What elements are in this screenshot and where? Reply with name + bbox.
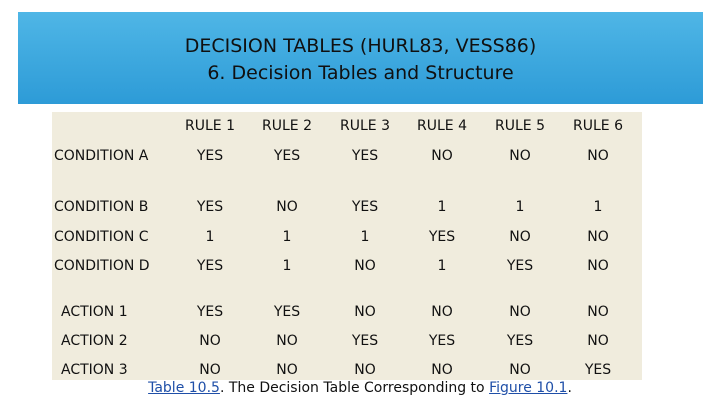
action-cell: YES bbox=[584, 362, 612, 378]
condition-label: CONDITION C bbox=[54, 229, 149, 245]
action-cell: NO bbox=[199, 333, 221, 349]
action-label: ACTION 1 bbox=[61, 304, 128, 320]
condition-cell: YES bbox=[506, 258, 534, 274]
slide-subtitle: 6. Decision Tables and Structure bbox=[207, 62, 514, 84]
action-label: ACTION 3 bbox=[61, 362, 128, 378]
table-link[interactable]: Table 10.5 bbox=[148, 380, 220, 396]
condition-cell: YES bbox=[428, 229, 456, 245]
action-cell: NO bbox=[509, 362, 531, 378]
rule-header: RULE 6 bbox=[573, 118, 623, 134]
condition-cell: 1 bbox=[437, 199, 447, 215]
rule-header: RULE 4 bbox=[417, 118, 467, 134]
condition-cell: NO bbox=[587, 258, 609, 274]
table-caption bbox=[0, 380, 720, 396]
condition-cell: 1 bbox=[282, 258, 292, 274]
condition-label: CONDITION B bbox=[54, 199, 149, 215]
action-label: ACTION 2 bbox=[61, 333, 128, 349]
condition-cell: YES bbox=[196, 258, 224, 274]
slide-title: DECISION TABLES (HURL83, VESS86) bbox=[184, 35, 537, 57]
action-cell: NO bbox=[276, 333, 298, 349]
condition-cell: NO bbox=[276, 199, 298, 215]
rule-header: RULE 3 bbox=[340, 118, 390, 134]
condition-cell: NO bbox=[431, 148, 453, 164]
caption-text: . The Decision Table Corresponding to bbox=[219, 380, 490, 396]
action-cell: YES bbox=[273, 304, 301, 320]
action-cell: NO bbox=[199, 362, 221, 378]
condition-cell: 1 bbox=[360, 229, 370, 245]
condition-cell: 1 bbox=[515, 199, 525, 215]
condition-cell: YES bbox=[196, 148, 224, 164]
action-cell: NO bbox=[354, 304, 376, 320]
action-cell: NO bbox=[431, 362, 453, 378]
action-cell: NO bbox=[276, 362, 298, 378]
figure-link[interactable]: Figure 10.1 bbox=[489, 380, 568, 396]
action-cell: NO bbox=[431, 304, 453, 320]
condition-cell: NO bbox=[354, 258, 376, 274]
action-cell: NO bbox=[354, 362, 376, 378]
action-cell: NO bbox=[509, 304, 531, 320]
condition-cell: NO bbox=[509, 229, 531, 245]
action-cell: YES bbox=[351, 333, 379, 349]
condition-cell: YES bbox=[196, 199, 224, 215]
condition-cell: 1 bbox=[593, 199, 603, 215]
rule-header: RULE 1 bbox=[185, 118, 235, 134]
action-cell: YES bbox=[506, 333, 534, 349]
action-cell: NO bbox=[587, 333, 609, 349]
condition-label: CONDITION D bbox=[54, 258, 150, 274]
condition-cell: 1 bbox=[205, 229, 215, 245]
condition-cell: YES bbox=[351, 148, 379, 164]
condition-cell: 1 bbox=[437, 258, 447, 274]
action-cell: YES bbox=[428, 333, 456, 349]
rule-header: RULE 5 bbox=[495, 118, 545, 134]
condition-cell: YES bbox=[351, 199, 379, 215]
condition-cell: 1 bbox=[282, 229, 292, 245]
rule-header: RULE 2 bbox=[262, 118, 312, 134]
title-banner bbox=[18, 12, 703, 104]
condition-cell: YES bbox=[273, 148, 301, 164]
action-cell: YES bbox=[196, 304, 224, 320]
condition-cell: NO bbox=[509, 148, 531, 164]
action-cell: NO bbox=[587, 304, 609, 320]
condition-label: CONDITION A bbox=[54, 148, 149, 164]
condition-cell: NO bbox=[587, 148, 609, 164]
condition-cell: NO bbox=[587, 229, 609, 245]
caption-end: . bbox=[567, 380, 572, 396]
